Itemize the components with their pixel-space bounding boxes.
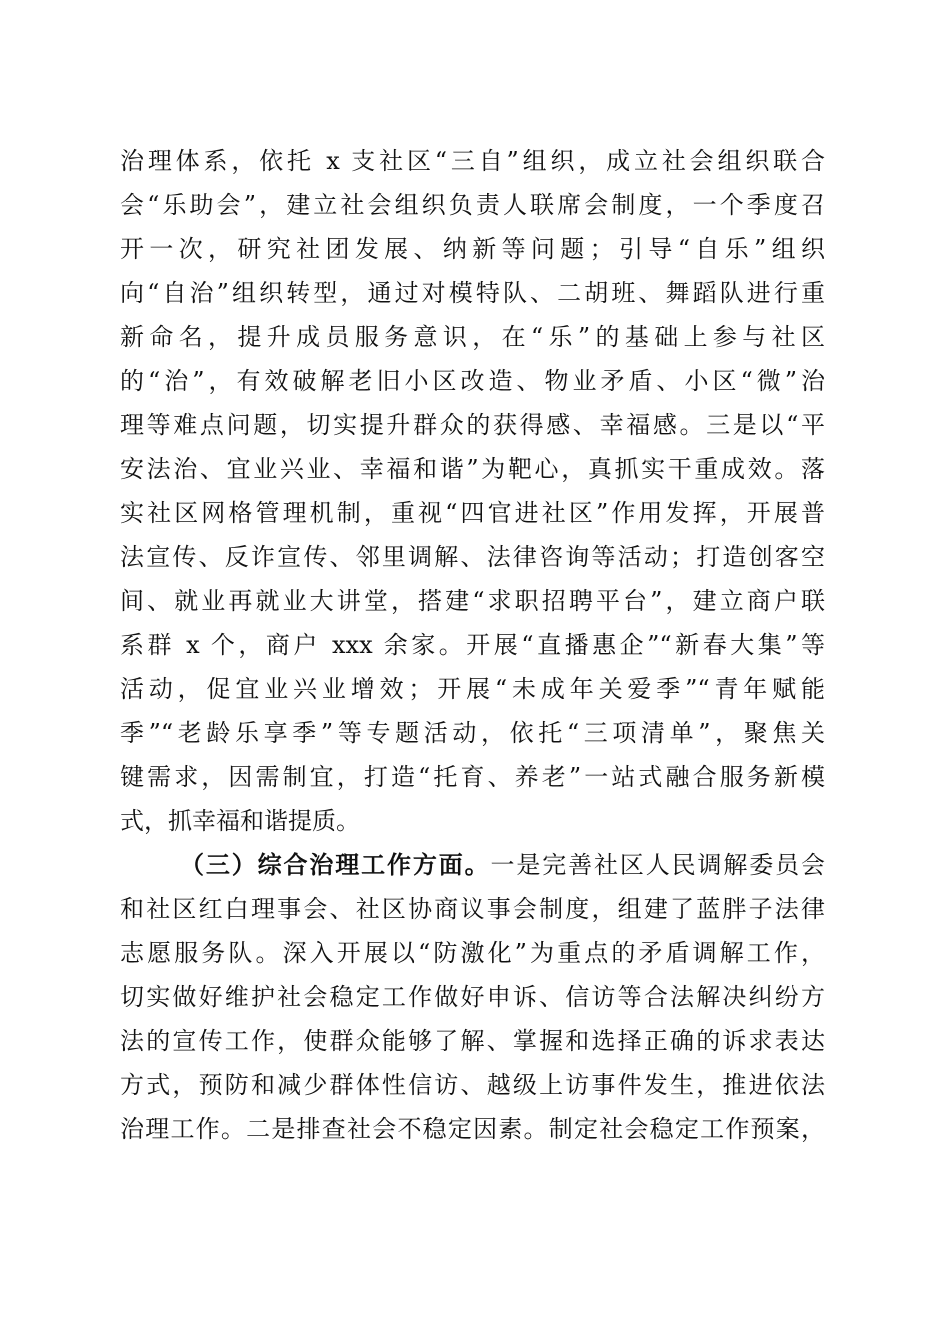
section-heading: （三）综合治理工作方面。 bbox=[180, 850, 491, 879]
paragraph-1-line-11: 间、就业再就业大讲堂，搭建“求职招聘平台”，建立商户联 bbox=[120, 587, 825, 615]
paragraph-1-line-5: 新命名，提升成员服务意识，在“乐”的基础上参与社区 bbox=[120, 323, 825, 351]
paragraph-1-line-14: 季”“老龄乐享季”等专题活动，依托“三项清单”，聚焦关 bbox=[120, 719, 825, 747]
paragraph-2-line-6: 方式，预防和减少群体性信访、越级上访事件发生，推进依法 bbox=[120, 1071, 825, 1099]
paragraph-1-line-10: 法宣传、反诈宣传、邻里调解、法律咨询等活动；打造创客空 bbox=[120, 543, 825, 571]
paragraph-1-line-12: 系群 x 个，商户 xxx 余家。开展“直播惠企”“新春大集”等 bbox=[120, 631, 825, 659]
paragraph-1-line-15: 键需求，因需制宜，打造“托育、养老”一站式融合服务新模 bbox=[120, 763, 825, 791]
paragraph-2-line-7: 治理工作。二是排查社会不稳定因素。制定社会稳定工作预案， bbox=[120, 1115, 825, 1143]
paragraph-2-line-2: 和社区红白理事会、社区协商议事会制度，组建了蓝胖子法律 bbox=[120, 895, 825, 923]
paragraph-1-line-2: 会“乐助会”，建立社会组织负责人联席会制度，一个季度召 bbox=[120, 191, 825, 219]
paragraph-1-line-6: 的“治”，有效破解老旧小区改造、物业矛盾、小区“微”治 bbox=[120, 367, 825, 395]
paragraph-1-line-13: 活动，促宜业兴业增效；开展“未成年关爱季”“青年赋能 bbox=[120, 675, 825, 703]
paragraph-1-line-1: 治理体系，依托 x 支社区“三自”组织，成立社会组织联合 bbox=[120, 147, 825, 175]
paragraph-2-line-3: 志愿服务队。深入开展以“防激化”为重点的矛盾调解工作， bbox=[120, 939, 825, 967]
paragraph-2-line-5: 法的宣传工作，使群众能够了解、掌握和选择正确的诉求表达 bbox=[120, 1027, 825, 1055]
paragraph-1-line-16: 式，抓幸福和谐提质。 bbox=[120, 807, 360, 835]
paragraph-1-line-8: 安法治、宜业兴业、幸福和谐”为靶心，真抓实干重成效。落 bbox=[120, 455, 825, 483]
paragraph-1-line-3: 开一次，研究社团发展、纳新等问题；引导“自乐”组织 bbox=[120, 235, 825, 263]
paragraph-1-line-4: 向“自治”组织转型，通过对模特队、二胡班、舞蹈队进行重 bbox=[120, 279, 825, 307]
paragraph-2-line-1 bbox=[180, 844, 825, 886]
paragraph-1-line-7: 理等难点问题，切实提升群众的获得感、幸福感。三是以“平 bbox=[120, 411, 825, 439]
paragraph-2-line-4: 切实做好维护社会稳定工作做好申诉、信访等合法解决纠纷方 bbox=[120, 983, 825, 1011]
paragraph-2-line-1-text: 一是完善社区人民调解委员会 bbox=[490, 851, 825, 879]
paragraph-1-line-9: 实社区网格管理机制，重视“四官进社区”作用发挥，开展普 bbox=[120, 499, 825, 527]
